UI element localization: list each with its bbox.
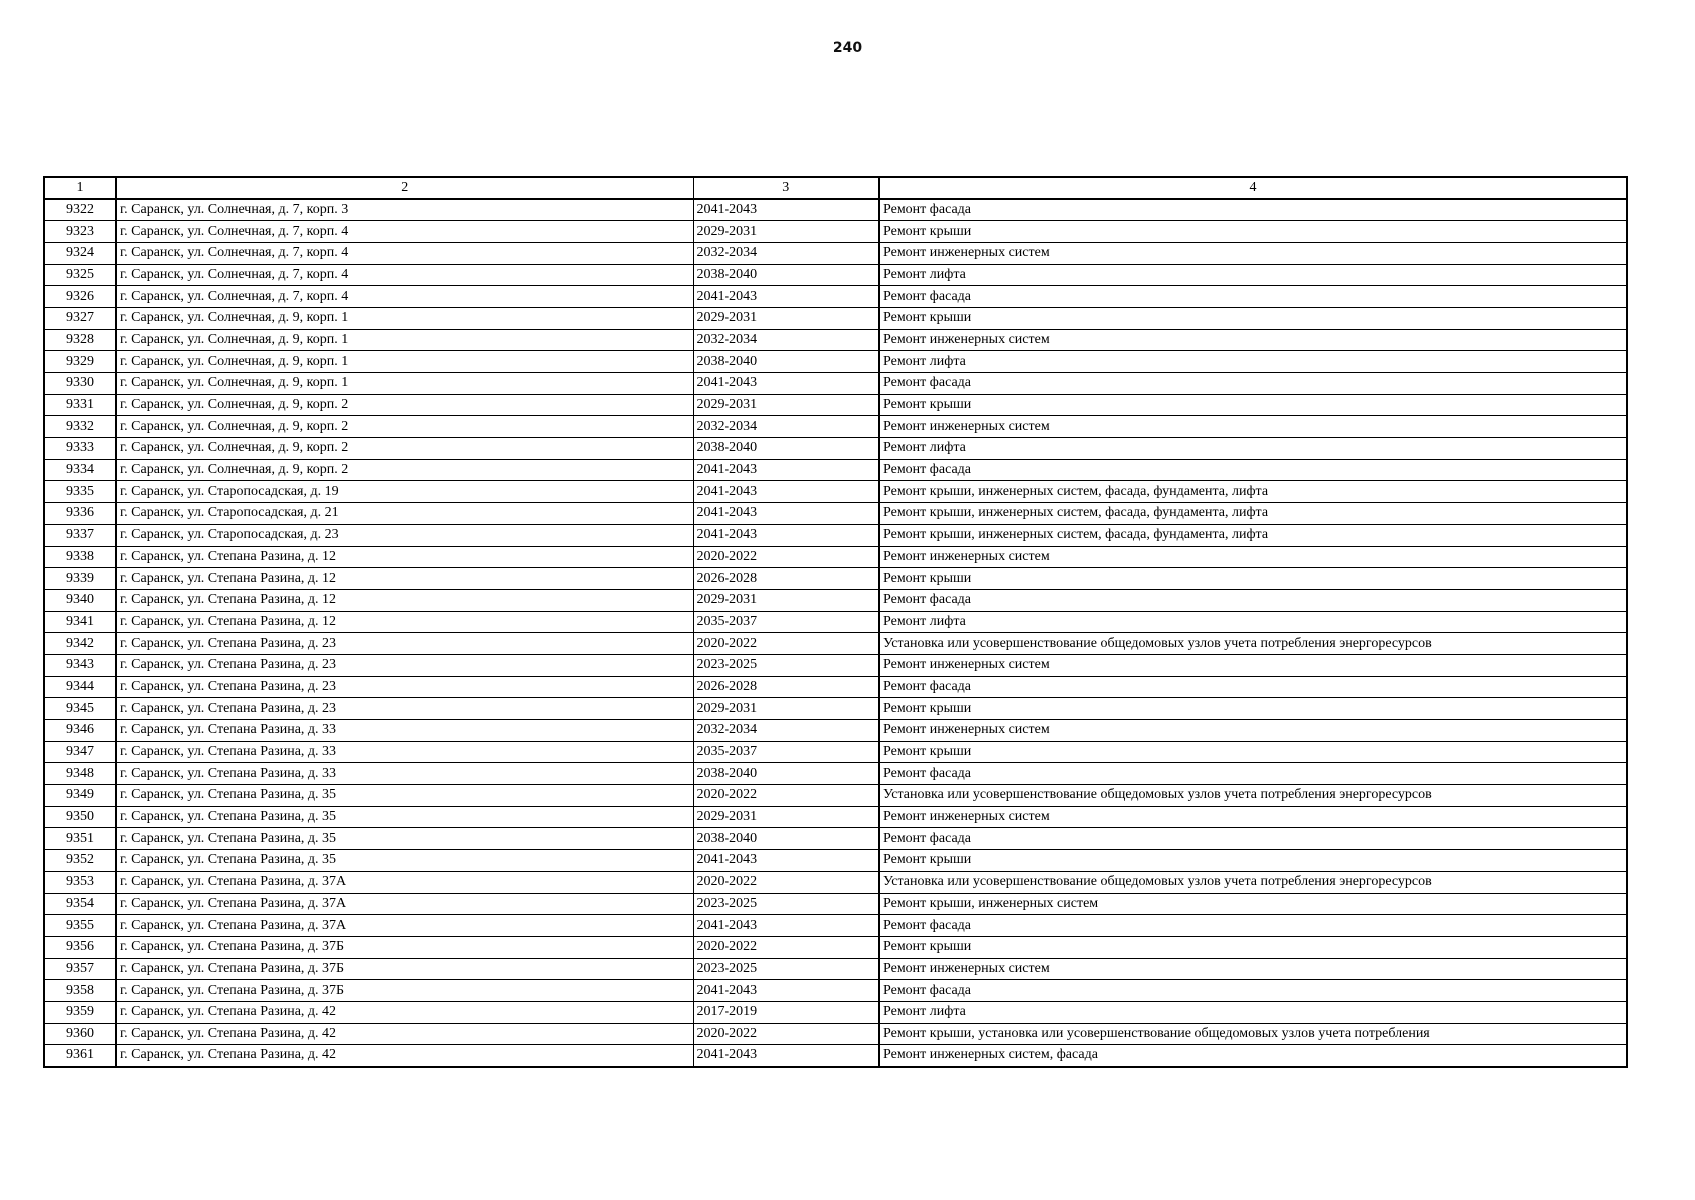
work-type-cell: Ремонт инженерных систем, фасада: [879, 1045, 1627, 1067]
row-number-cell: 9357: [44, 958, 116, 980]
work-type-cell: Установка или усовершенствование общедомовых узлов учета потребления энергоресурсов: [879, 871, 1627, 893]
period-cell: 2029-2031: [693, 221, 879, 243]
row-number-cell: 9324: [44, 242, 116, 264]
period-cell: 2041-2043: [693, 1045, 879, 1067]
period-cell: 2029-2031: [693, 394, 879, 416]
work-type-cell: Ремонт инженерных систем: [879, 654, 1627, 676]
period-cell: 2038-2040: [693, 438, 879, 460]
period-cell: 2032-2034: [693, 416, 879, 438]
work-type-cell: Ремонт лифта: [879, 1001, 1627, 1023]
address-cell: г. Саранск, ул. Степана Разина, д. 37Б: [116, 936, 693, 958]
work-type-cell: Ремонт фасада: [879, 763, 1627, 785]
row-number-cell: 9355: [44, 915, 116, 937]
work-type-cell: Ремонт лифта: [879, 264, 1627, 286]
address-cell: г. Саранск, ул. Степана Разина, д. 23: [116, 633, 693, 655]
table-row: [44, 850, 1627, 872]
table-row: [44, 915, 1627, 937]
address-cell: г. Саранск, ул. Степана Разина, д. 35: [116, 785, 693, 807]
page-number: 240: [832, 40, 863, 56]
period-cell: 2041-2043: [693, 481, 879, 503]
table-row: [44, 958, 1627, 980]
table-row: [44, 676, 1627, 698]
period-cell: 2029-2031: [693, 589, 879, 611]
row-number-cell: 9323: [44, 221, 116, 243]
address-cell: г. Саранск, ул. Степана Разина, д. 23: [116, 676, 693, 698]
table-row: [44, 546, 1627, 568]
table-row: [44, 1045, 1627, 1067]
table-row: [44, 698, 1627, 720]
address-cell: г. Саранск, ул. Степана Разина, д. 23: [116, 654, 693, 676]
row-number-cell: 9353: [44, 871, 116, 893]
table-row: [44, 893, 1627, 915]
address-cell: г. Саранск, ул. Степана Разина, д. 42: [116, 1045, 693, 1067]
work-type-cell: Ремонт фасада: [879, 676, 1627, 698]
period-cell: 2038-2040: [693, 763, 879, 785]
address-cell: г. Саранск, ул. Старопосадская, д. 21: [116, 503, 693, 525]
work-type-cell: Ремонт фасада: [879, 915, 1627, 937]
address-cell: г. Саранск, ул. Солнечная, д. 9, корп. 1: [116, 329, 693, 351]
work-type-cell: Ремонт крыши: [879, 221, 1627, 243]
row-number-cell: 9344: [44, 676, 116, 698]
table-row: [44, 633, 1627, 655]
period-cell: 2029-2031: [693, 806, 879, 828]
work-type-cell: Ремонт крыши, инженерных систем, фасада, фундамента, лифта: [879, 503, 1627, 525]
row-number-cell: 9327: [44, 307, 116, 329]
address-cell: г. Саранск, ул. Степана Разина, д. 37Б: [116, 980, 693, 1002]
period-cell: 2020-2022: [693, 546, 879, 568]
table-row: [44, 763, 1627, 785]
address-cell: г. Саранск, ул. Степана Разина, д. 35: [116, 828, 693, 850]
address-cell: г. Саранск, ул. Солнечная, д. 9, корп. 1: [116, 351, 693, 373]
period-cell: 2041-2043: [693, 980, 879, 1002]
address-cell: г. Саранск, ул. Степана Разина, д. 12: [116, 568, 693, 590]
work-type-cell: Ремонт лифта: [879, 611, 1627, 633]
work-type-cell: Ремонт инженерных систем: [879, 806, 1627, 828]
row-number-cell: 9339: [44, 568, 116, 590]
row-number-cell: 9333: [44, 438, 116, 460]
work-type-cell: Ремонт инженерных систем: [879, 720, 1627, 742]
table-row: [44, 307, 1627, 329]
table-row: [44, 242, 1627, 264]
table-row: [44, 1001, 1627, 1023]
table-row: [44, 481, 1627, 503]
table-row: [44, 503, 1627, 525]
row-number-cell: 9350: [44, 806, 116, 828]
address-cell: г. Саранск, ул. Старопосадская, д. 23: [116, 524, 693, 546]
address-cell: г. Саранск, ул. Солнечная, д. 9, корп. 2: [116, 394, 693, 416]
work-type-cell: Ремонт крыши: [879, 936, 1627, 958]
row-number-cell: 9342: [44, 633, 116, 655]
address-cell: г. Саранск, ул. Солнечная, д. 7, корп. 4: [116, 242, 693, 264]
period-cell: 2032-2034: [693, 242, 879, 264]
table-row: [44, 438, 1627, 460]
period-cell: 2041-2043: [693, 915, 879, 937]
address-cell: г. Саранск, ул. Солнечная, д. 7, корп. 4: [116, 264, 693, 286]
period-cell: 2029-2031: [693, 307, 879, 329]
row-number-cell: 9341: [44, 611, 116, 633]
work-type-cell: Ремонт инженерных систем: [879, 416, 1627, 438]
table-row: [44, 351, 1627, 373]
table-row: [44, 373, 1627, 395]
work-type-cell: Ремонт крыши: [879, 568, 1627, 590]
period-cell: 2029-2031: [693, 698, 879, 720]
period-cell: 2041-2043: [693, 373, 879, 395]
period-cell: 2020-2022: [693, 785, 879, 807]
work-type-cell: Ремонт крыши: [879, 307, 1627, 329]
table-row: [44, 589, 1627, 611]
row-number-cell: 9343: [44, 654, 116, 676]
row-number-cell: 9351: [44, 828, 116, 850]
address-cell: г. Саранск, ул. Старопосадская, д. 19: [116, 481, 693, 503]
period-cell: 2032-2034: [693, 720, 879, 742]
table-row: [44, 568, 1627, 590]
period-cell: 2041-2043: [693, 459, 879, 481]
work-type-cell: Ремонт фасада: [879, 459, 1627, 481]
header-cell-2: 2: [116, 177, 693, 199]
row-number-cell: 9358: [44, 980, 116, 1002]
address-cell: г. Саранск, ул. Степана Разина, д. 12: [116, 611, 693, 633]
table-row: [44, 416, 1627, 438]
work-type-cell: Ремонт фасада: [879, 980, 1627, 1002]
period-cell: 2041-2043: [693, 286, 879, 308]
address-cell: г. Саранск, ул. Солнечная, д. 9, корп. 1: [116, 373, 693, 395]
table-header-row: [44, 177, 1627, 199]
table-row: [44, 936, 1627, 958]
period-cell: 2017-2019: [693, 1001, 879, 1023]
row-number-cell: 9345: [44, 698, 116, 720]
period-cell: 2023-2025: [693, 958, 879, 980]
work-type-cell: Ремонт фасада: [879, 199, 1627, 221]
row-number-cell: 9361: [44, 1045, 116, 1067]
row-number-cell: 9348: [44, 763, 116, 785]
table-row: [44, 199, 1627, 221]
header-cell-1: 1: [44, 177, 116, 199]
work-type-cell: Ремонт крыши, инженерных систем, фасада, фундамента, лифта: [879, 481, 1627, 503]
work-type-cell: Ремонт фасада: [879, 286, 1627, 308]
table-row: [44, 654, 1627, 676]
row-number-cell: 9328: [44, 329, 116, 351]
row-number-cell: 9346: [44, 720, 116, 742]
table-row: [44, 1023, 1627, 1045]
row-number-cell: 9359: [44, 1001, 116, 1023]
row-number-cell: 9326: [44, 286, 116, 308]
work-type-cell: Ремонт крыши, инженерных систем: [879, 893, 1627, 915]
work-type-cell: Ремонт крыши: [879, 698, 1627, 720]
address-cell: г. Саранск, ул. Солнечная, д. 9, корп. 2: [116, 416, 693, 438]
address-cell: г. Саранск, ул. Степана Разина, д. 42: [116, 1001, 693, 1023]
address-cell: г. Саранск, ул. Степана Разина, д. 33: [116, 763, 693, 785]
period-cell: 2020-2022: [693, 871, 879, 893]
header-cell-4: 4: [879, 177, 1627, 199]
works-table: [43, 176, 1628, 1068]
period-cell: 2020-2022: [693, 936, 879, 958]
table-row: [44, 828, 1627, 850]
table-row: [44, 871, 1627, 893]
period-cell: 2038-2040: [693, 264, 879, 286]
address-cell: г. Саранск, ул. Степана Разина, д. 33: [116, 720, 693, 742]
period-cell: 2035-2037: [693, 611, 879, 633]
row-number-cell: 9337: [44, 524, 116, 546]
period-cell: 2032-2034: [693, 329, 879, 351]
row-number-cell: 9354: [44, 893, 116, 915]
table-row: [44, 806, 1627, 828]
row-number-cell: 9329: [44, 351, 116, 373]
period-cell: 2041-2043: [693, 524, 879, 546]
address-cell: г. Саранск, ул. Степана Разина, д. 12: [116, 589, 693, 611]
period-cell: 2038-2040: [693, 351, 879, 373]
address-cell: г. Саранск, ул. Степана Разина, д. 37А: [116, 915, 693, 937]
address-cell: г. Саранск, ул. Солнечная, д. 9, корп. 1: [116, 307, 693, 329]
period-cell: 2020-2022: [693, 1023, 879, 1045]
table-row: [44, 394, 1627, 416]
row-number-cell: 9334: [44, 459, 116, 481]
address-cell: г. Саранск, ул. Солнечная, д. 9, корп. 2: [116, 438, 693, 460]
work-type-cell: Ремонт лифта: [879, 351, 1627, 373]
period-cell: 2035-2037: [693, 741, 879, 763]
work-type-cell: Ремонт лифта: [879, 438, 1627, 460]
address-cell: г. Саранск, ул. Степана Разина, д. 23: [116, 698, 693, 720]
address-cell: г. Саранск, ул. Степана Разина, д. 37А: [116, 871, 693, 893]
work-type-cell: Ремонт крыши: [879, 741, 1627, 763]
period-cell: 2041-2043: [693, 503, 879, 525]
period-cell: 2041-2043: [693, 850, 879, 872]
work-type-cell: Установка или усовершенствование общедомовых узлов учета потребления энергоресурсов: [879, 633, 1627, 655]
work-type-cell: Ремонт крыши, инженерных систем, фасада, фундамента, лифта: [879, 524, 1627, 546]
period-cell: 2041-2043: [693, 199, 879, 221]
table-row: [44, 785, 1627, 807]
table-row: [44, 459, 1627, 481]
address-cell: г. Саранск, ул. Степана Разина, д. 35: [116, 850, 693, 872]
period-cell: 2026-2028: [693, 568, 879, 590]
row-number-cell: 9360: [44, 1023, 116, 1045]
address-cell: г. Саранск, ул. Солнечная, д. 9, корп. 2: [116, 459, 693, 481]
row-number-cell: 9330: [44, 373, 116, 395]
work-type-cell: Ремонт фасада: [879, 828, 1627, 850]
work-type-cell: Ремонт инженерных систем: [879, 329, 1627, 351]
address-cell: г. Саранск, ул. Солнечная, д. 7, корп. 3: [116, 199, 693, 221]
header-cell-3: 3: [693, 177, 879, 199]
work-type-cell: Ремонт инженерных систем: [879, 958, 1627, 980]
address-cell: г. Саранск, ул. Степана Разина, д. 42: [116, 1023, 693, 1045]
row-number-cell: 9331: [44, 394, 116, 416]
row-number-cell: 9347: [44, 741, 116, 763]
address-cell: г. Саранск, ул. Степана Разина, д. 37Б: [116, 958, 693, 980]
work-type-cell: Ремонт крыши: [879, 850, 1627, 872]
address-cell: г. Саранск, ул. Солнечная, д. 7, корп. 4: [116, 286, 693, 308]
period-cell: 2026-2028: [693, 676, 879, 698]
row-number-cell: 9332: [44, 416, 116, 438]
table-row: [44, 524, 1627, 546]
work-type-cell: Установка или усовершенствование общедомовых узлов учета потребления энергоресурсов: [879, 785, 1627, 807]
row-number-cell: 9349: [44, 785, 116, 807]
period-cell: 2023-2025: [693, 893, 879, 915]
table-row: [44, 720, 1627, 742]
row-number-cell: 9356: [44, 936, 116, 958]
address-cell: г. Саранск, ул. Степана Разина, д. 12: [116, 546, 693, 568]
address-cell: г. Саранск, ул. Степана Разина, д. 37А: [116, 893, 693, 915]
row-number-cell: 9338: [44, 546, 116, 568]
row-number-cell: 9335: [44, 481, 116, 503]
table-row: [44, 221, 1627, 243]
row-number-cell: 9352: [44, 850, 116, 872]
work-type-cell: Ремонт фасада: [879, 373, 1627, 395]
row-number-cell: 9336: [44, 503, 116, 525]
work-type-cell: Ремонт инженерных систем: [879, 546, 1627, 568]
table-row: [44, 286, 1627, 308]
table-row: [44, 264, 1627, 286]
period-cell: 2038-2040: [693, 828, 879, 850]
row-number-cell: 9322: [44, 199, 116, 221]
address-cell: г. Саранск, ул. Степана Разина, д. 33: [116, 741, 693, 763]
address-cell: г. Саранск, ул. Степана Разина, д. 35: [116, 806, 693, 828]
table-row: [44, 980, 1627, 1002]
address-cell: г. Саранск, ул. Солнечная, д. 7, корп. 4: [116, 221, 693, 243]
work-type-cell: Ремонт фасада: [879, 589, 1627, 611]
table-row: [44, 611, 1627, 633]
row-number-cell: 9340: [44, 589, 116, 611]
work-type-cell: Ремонт инженерных систем: [879, 242, 1627, 264]
row-number-cell: 9325: [44, 264, 116, 286]
work-type-cell: Ремонт крыши: [879, 394, 1627, 416]
table-row: [44, 741, 1627, 763]
period-cell: 2020-2022: [693, 633, 879, 655]
period-cell: 2023-2025: [693, 654, 879, 676]
table-row: [44, 329, 1627, 351]
work-type-cell: Ремонт крыши, установка или усовершенствование общедомовых узлов учета потребления: [879, 1023, 1627, 1045]
